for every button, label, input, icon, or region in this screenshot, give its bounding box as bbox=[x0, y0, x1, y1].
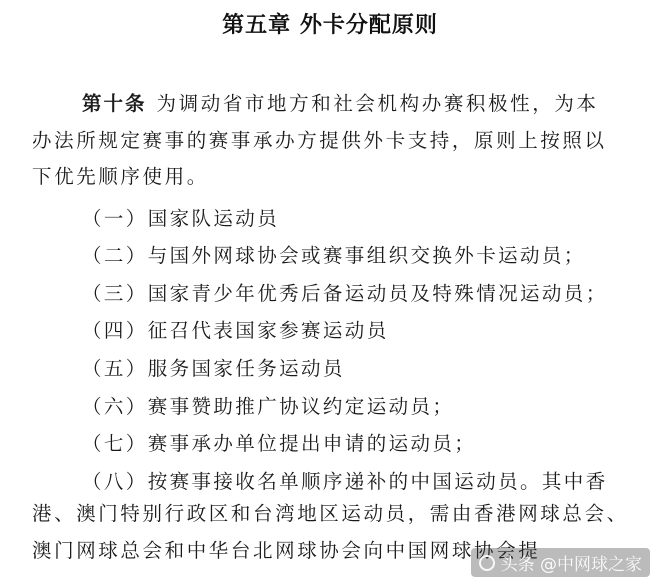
chapter-title: 第五章 外卡分配原则 bbox=[222, 13, 438, 38]
list-item: （七）赛事承办单位提出申请的运动员； bbox=[82, 432, 477, 455]
list-item: （二）与国外网球协会或赛事组织交换外卡运动员； bbox=[82, 244, 586, 267]
article-label: 第十条 bbox=[82, 92, 147, 115]
watermark bbox=[471, 548, 650, 577]
article-text-line: 下优先顺序使用。 bbox=[32, 165, 209, 188]
article-first-line bbox=[32, 86, 640, 123]
list-item: （五）服务国家任务运动员 bbox=[82, 357, 345, 380]
toutiao-logo-icon bbox=[479, 555, 495, 571]
article-text-line: 办法所规定赛事的赛事承办方提供外卡支持，原则上按照以 bbox=[32, 128, 607, 152]
continuation-line: 港、澳门特别行政区和台湾地区运动员，需由香港网球总会、 bbox=[32, 502, 629, 525]
list-item: （八）按赛事接收名单顺序递补的中国运动员。其中香 bbox=[82, 470, 608, 493]
article-paragraph bbox=[32, 86, 640, 196]
watermark-text: 头条 @中网球之家 bbox=[500, 555, 642, 575]
list-item: （六）赛事赞助推广协议约定运动员； bbox=[82, 395, 455, 418]
list-item: （一）国家队运动员 bbox=[82, 207, 280, 230]
list-item: （四）征召代表国家参赛运动员 bbox=[82, 319, 389, 342]
article-text-line: 为调动省市地方和社会机构办赛积极性，为本 bbox=[156, 92, 599, 115]
continuation-line: 澳门网球总会和中华台北网球协会向中国网球协会提 bbox=[32, 538, 541, 562]
list-item: （三）国家青少年优秀后备运动员及特殊情况运动员； bbox=[82, 282, 608, 305]
